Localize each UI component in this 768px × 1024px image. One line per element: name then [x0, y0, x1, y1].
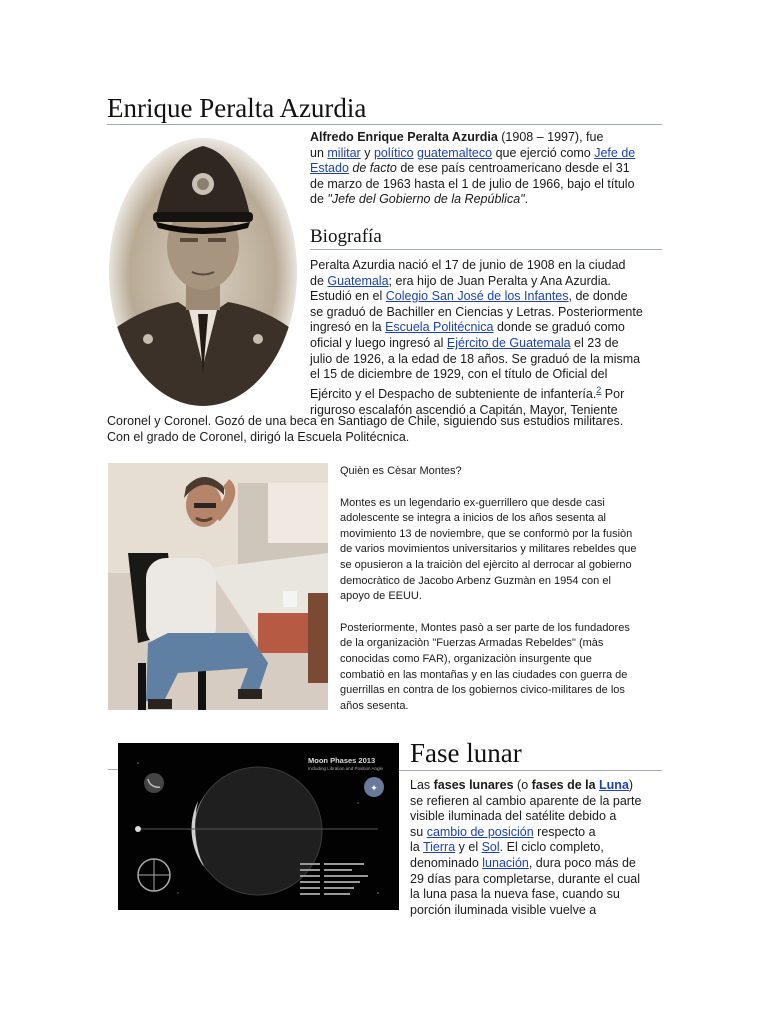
- montes-paragraph-2: [340, 621, 665, 715]
- lunar-paragraph: [410, 778, 666, 918]
- text-line: adolescente se integra a inicios de los años sesenta al: [340, 512, 607, 525]
- text-fragment: ; era hijo de Juan Peralta y Ana Azurdia.: [388, 273, 611, 288]
- text-fragment: Las: [410, 778, 434, 792]
- link-militar[interactable]: militar: [327, 145, 361, 160]
- text-fragment: denominado: [410, 855, 483, 870]
- link-tierra[interactable]: Tierra: [422, 840, 456, 855]
- link-escuela-politecnica[interactable]: Escuela Politécnica: [385, 320, 494, 335]
- text-line: riguroso escalafón ascendió a Capitán, Mayor, Teniente: [310, 402, 618, 417]
- intro-years: (1908 – 1997), fue: [497, 130, 604, 144]
- text-fragment: Estudió en el: [310, 289, 386, 304]
- text-fragment: Por: [601, 386, 625, 401]
- text-line: conocidas como FAR), organizaciòn insurgente que: [340, 652, 592, 665]
- de-facto-text: de facto: [348, 161, 397, 176]
- article-question: Quièn es Cèsar Montes?: [340, 465, 462, 477]
- footnote-link[interactable]: 2: [596, 384, 602, 395]
- text-line: Con el grado de Coronel, dirigó la Escuela Politécnica.: [107, 429, 410, 444]
- text-line: combatiò en las montañas y en las ciudades con guerra de: [340, 668, 628, 681]
- text-fragment: su: [410, 824, 427, 839]
- moon-image-subtitle: Including Libration and Position Angle: [308, 766, 384, 771]
- portrait-photo: [108, 134, 298, 406]
- lunar-title: Fase lunar: [410, 738, 522, 768]
- text-line: se graduó de Bachiller en Ciencias y Letras. Posteriormente: [310, 304, 643, 319]
- lunar-title-rule: [399, 770, 662, 771]
- text-fragment: y el: [455, 840, 482, 855]
- text-fragment: ): [628, 778, 634, 792]
- text-fragment: ingresó en la: [310, 320, 386, 335]
- text-line: de varios movimientos universitarios y militares rebeldes que: [340, 543, 637, 556]
- text-fragment: . El ciclo completo,: [499, 840, 604, 855]
- link-cambio-de-posicion[interactable]: cambio de posición: [426, 824, 534, 839]
- text-fragment: la: [410, 840, 423, 855]
- text-fragment: (o: [513, 778, 532, 792]
- text-line: guerrillas en contra de los gobiernos civico-militares de los: [340, 684, 625, 697]
- text-line: se refieren al cambio aparente de la parte: [410, 793, 642, 808]
- text-line: 29 días para completarse, durante el cual: [410, 871, 640, 886]
- text-fragment: de: [310, 273, 328, 288]
- text-line: julio de 1926, a la edad de 18 años. Se graduó de la misma: [310, 351, 641, 366]
- text-line: apoyo de EEUU.: [340, 590, 422, 603]
- text-fragment: oficial y luego ingresó al: [310, 335, 447, 350]
- article-title: Enrique Peralta Azurdia: [107, 93, 367, 123]
- text-line: la luna pasa la nueva fase, cuando su: [410, 887, 620, 902]
- montes-paragraph-1: [340, 496, 665, 605]
- link-luna[interactable]: Luna: [599, 778, 629, 792]
- link-jefe-de-estado-2[interactable]: Estado: [310, 161, 349, 176]
- link-sol[interactable]: Sol: [481, 840, 500, 855]
- montes-article: [340, 464, 665, 714]
- link-guatemalteco[interactable]: guatemalteco: [417, 145, 493, 160]
- intro-paragraph: [310, 130, 662, 208]
- text-fragment: , de donde: [568, 289, 628, 304]
- text-line: Coronel y Coronel. Gozó de una beca en Santiago de Chile, siguiendo sus estudios militares.: [107, 414, 624, 428]
- text-line: Montes es un legendario ex-guerrillero que desde casi: [340, 496, 605, 509]
- bold-term: fases de la: [531, 778, 600, 792]
- subject-name: Alfredo Enrique Peralta Azurdia: [310, 130, 498, 144]
- text-line: democràtico de Jacobo Arbenz Guzmàn en 1954 con el: [340, 574, 611, 587]
- text-line: porción iluminada visible vuelve a: [410, 902, 597, 917]
- text-fragment: respecto a: [533, 824, 596, 839]
- text-line: Posteriormente, Montes pasò a ser parte de los fundadores: [340, 621, 630, 634]
- link-colegio[interactable]: Colegio San José de los Infantes: [385, 289, 569, 304]
- text-fragment: donde se graduó como: [493, 320, 625, 335]
- title-quote: "Jefe del Gobierno de la República": [327, 192, 525, 207]
- text-fragment: de ese país centroamericano desde el 31: [396, 161, 630, 176]
- link-politico[interactable]: político: [373, 145, 414, 160]
- text-fragment: el 23 de: [570, 335, 619, 350]
- link-jefe-de-estado[interactable]: Jefe de: [594, 145, 636, 160]
- link-guatemala[interactable]: Guatemala: [327, 273, 389, 288]
- text-line: de la organizaciòn "Fuerzas Armadas Rebeldes" (màs: [340, 637, 604, 650]
- text-fragment: y: [360, 145, 374, 160]
- svg-text:✦: ✦: [370, 783, 378, 793]
- moon-image-title: Moon Phases 2013: [308, 756, 376, 765]
- montes-photo: [108, 463, 328, 710]
- text-line: movimiento 13 de noviembre, que se conformò por la fusiòn: [340, 527, 633, 540]
- text-line: visible iluminada del satélite debido a: [410, 809, 617, 824]
- text-line: de marzo de 1963 hasta el 1 de julio de 1966, bajo el título: [310, 176, 635, 191]
- text-fragment: un: [310, 145, 328, 160]
- section-rule: [310, 249, 662, 250]
- section-heading-biografia: Biografía: [310, 226, 382, 247]
- text-line: años sesenta.: [340, 699, 409, 712]
- bold-term: fases lunares: [433, 778, 514, 792]
- bio-paragraph-full-width: [107, 414, 667, 445]
- text-fragment: , dura poco más de: [528, 855, 636, 870]
- text-fragment: Ejército y el Despacho de subteniente de infantería.: [310, 386, 597, 401]
- bio-paragraph: [310, 258, 662, 418]
- link-lunacion[interactable]: lunación: [482, 855, 529, 870]
- text-fragment: de: [310, 192, 328, 207]
- text-line: se opusieron a la traiciòn del ejèrcito al derrocar al gobierno: [340, 558, 632, 571]
- text-fragment: que ejerció como: [492, 145, 595, 160]
- text-line: Peralta Azurdia nació el 17 de junio de 1908 en la ciudad: [310, 258, 626, 272]
- text-fragment: .: [524, 192, 529, 207]
- link-ejercito[interactable]: Ejército de Guatemala: [446, 335, 571, 350]
- text-line: el 15 de diciembre de 1929, con el título de Oficial del: [310, 367, 608, 382]
- lunar-left-rule: [108, 769, 118, 770]
- title-rule: [107, 124, 662, 125]
- moon-phases-image: [118, 743, 399, 910]
